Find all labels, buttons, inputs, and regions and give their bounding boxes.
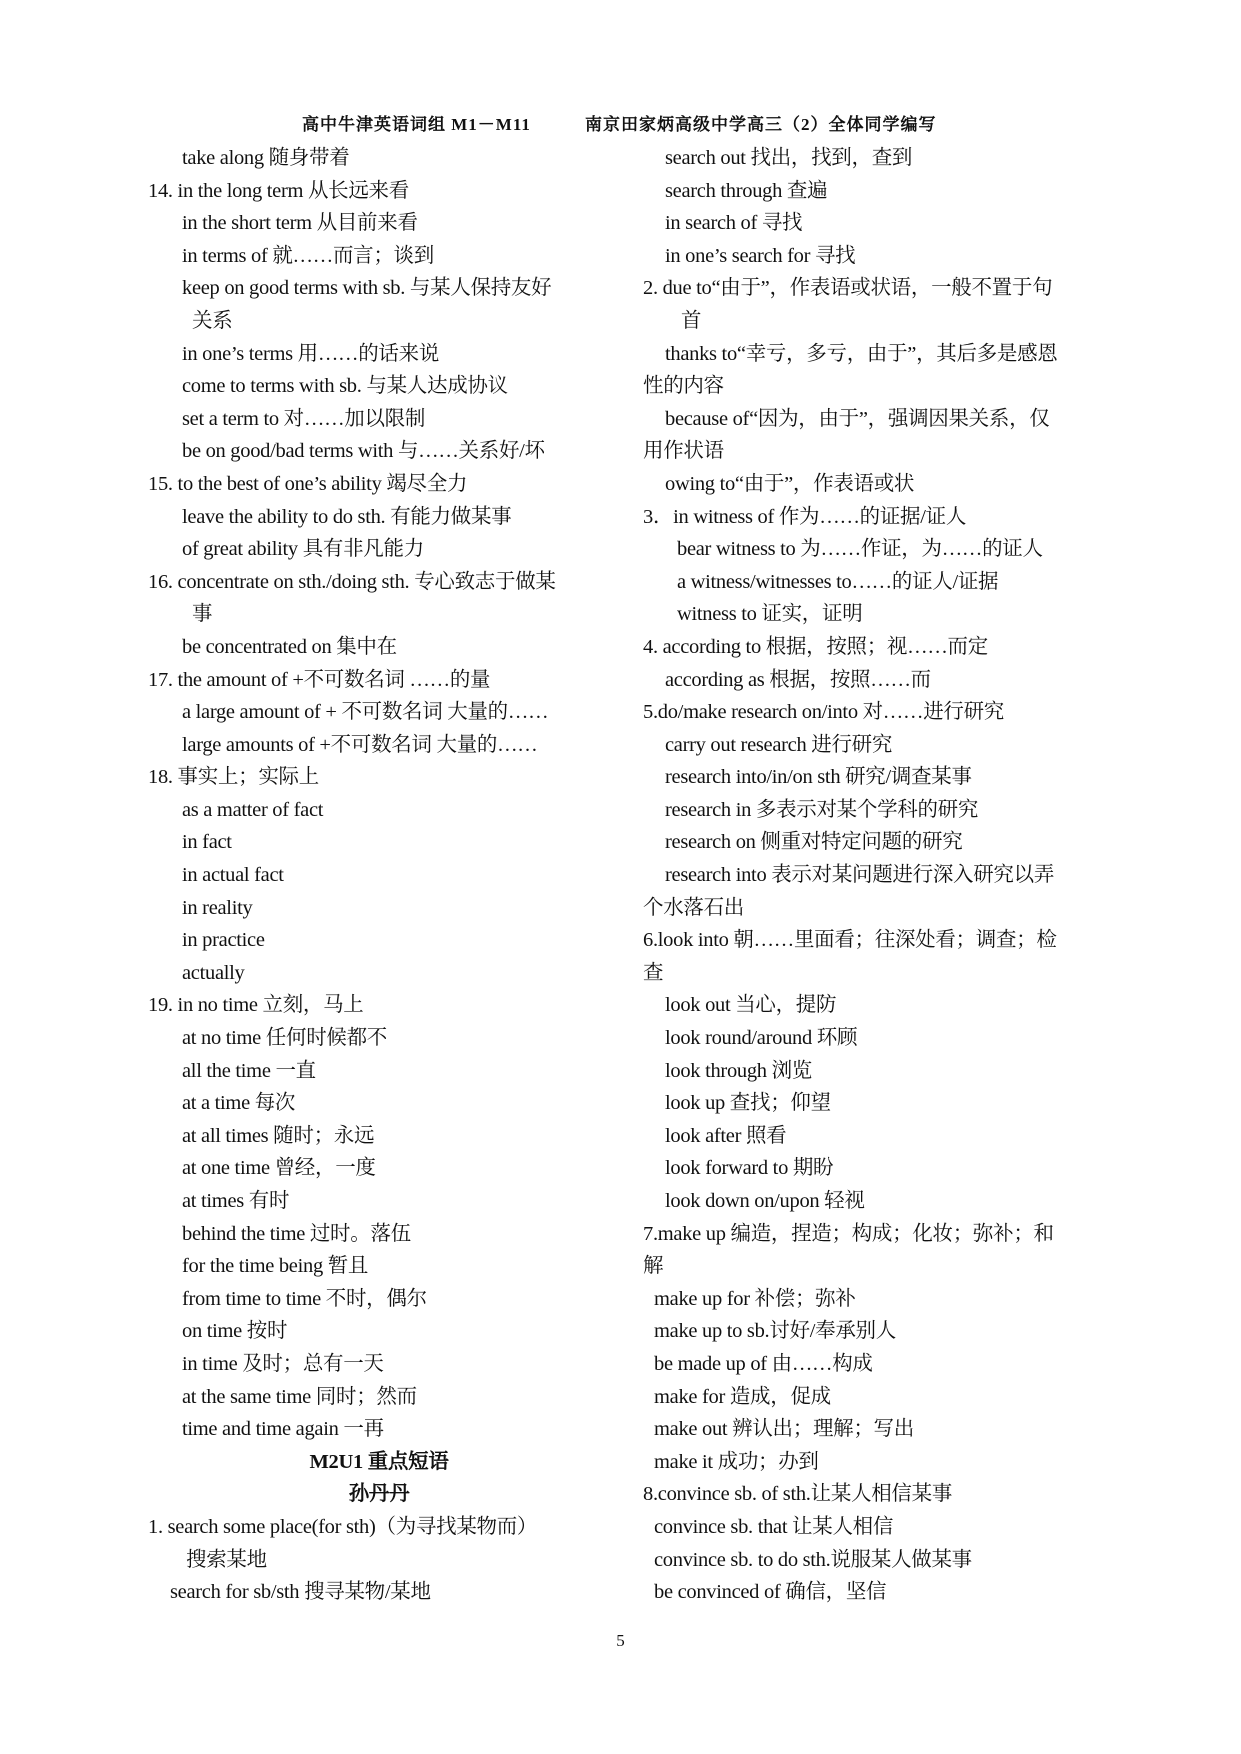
phrase-line: 16. concentrate on sth./doing sth. 专心致志于做某 <box>148 570 556 593</box>
phrase-line: in practice <box>182 929 265 952</box>
phrase-line: thanks to“幸亏，多亏，由于”，其后多是感恩 <box>665 342 1058 365</box>
phrase-line: in actual fact <box>182 864 284 887</box>
phrase-line: witness to 证实，证明 <box>677 603 863 626</box>
phrase-line: 查 <box>643 961 664 984</box>
left-column <box>148 142 610 1609</box>
phrase-line: in time 及时；总有一天 <box>182 1352 384 1375</box>
phrase-line: of great ability 具有非凡能力 <box>182 538 424 561</box>
phrase-line: look out 当心，提防 <box>665 994 837 1017</box>
phrase-line: look forward to 期盼 <box>665 1157 834 1180</box>
phrase-line: 性的内容 <box>643 375 724 398</box>
phrase-line: at times 有时 <box>182 1190 290 1212</box>
header-book-title: 高中牛津英语词组 M1－M11 <box>302 115 531 134</box>
phrase-line: 5.do/make research on/into 对……进行研究 <box>643 701 1005 724</box>
phrase-line: search through 查遍 <box>665 179 828 202</box>
phrase-line: 15. to the best of one’s ability 竭尽全力 <box>148 472 468 495</box>
phrase-line: because of“因为，由于”，强调因果关系，仅 <box>665 407 1050 430</box>
phrase-line: carry out research 进行研究 <box>665 733 893 756</box>
phrase-line: in fact <box>182 831 232 854</box>
phrase-line: at one time 曾经，一度 <box>182 1157 376 1180</box>
phrase-line: make for 造成，促成 <box>654 1385 831 1408</box>
phrase-line: in terms of 就……而言；谈到 <box>182 244 434 267</box>
phrase-line: 用作状语 <box>643 440 724 463</box>
phrase-line: for the time being 暂且 <box>182 1255 369 1278</box>
phrase-line: in one’s terms 用……的话来说 <box>182 342 440 365</box>
phrase-line: in search of 寻找 <box>665 212 803 235</box>
phrase-line: bear witness to 为……作证，为……的证人 <box>677 538 1043 561</box>
phrase-line: 14. in the long term 从长远来看 <box>148 179 409 202</box>
phrase-line: 4. according to 根据，按照；视……而定 <box>643 635 988 658</box>
phrase-line: owing to“由于”，作表语或状 <box>665 472 915 495</box>
phrase-line: 解 <box>643 1255 664 1278</box>
phrase-line: look through 浏览 <box>665 1059 812 1082</box>
phrase-line: as a matter of fact <box>182 798 324 821</box>
phrase-line: behind the time 过时。落伍 <box>182 1222 411 1245</box>
phrase-line: make up to sb.讨好/奉承别人 <box>654 1320 896 1343</box>
phrase-line: at the same time 同时；然而 <box>182 1385 417 1408</box>
phrase-line: be made up of 由……构成 <box>654 1352 873 1375</box>
phrase-line: be on good/bad terms with 与……关系好/坏 <box>182 440 545 463</box>
phrase-line: make out 辨认出；理解；写出 <box>654 1418 914 1441</box>
phrase-line: M2U1 重点短语 <box>309 1450 449 1473</box>
phrase-line: 搜索某地 <box>186 1548 267 1571</box>
header-school-credit: 南京田家炳高级中学高三（2）全体同学编写 <box>585 115 937 134</box>
page-header <box>0 110 1241 138</box>
phrase-line: keep on good terms with sb. 与某人保持友好 <box>182 277 552 300</box>
phrase-line: research into 表示对某问题进行深入研究以弄 <box>665 864 1055 887</box>
phrase-line: 事 <box>192 603 213 626</box>
phrase-line: in one’s search for 寻找 <box>665 244 856 267</box>
phrase-line: 孙丹丹 <box>348 1483 410 1506</box>
phrase-line: 7.make up 编造，捏造；构成；化妆；弥补；和 <box>643 1222 1054 1245</box>
phrase-line: a witness/witnesses to……的证人/证据 <box>677 570 999 593</box>
phrase-line: search out 找出，找到，查到 <box>665 147 913 169</box>
phrase-line: 18. 事实上；实际上 <box>148 766 319 789</box>
phrase-line: research on 侧重对特定问题的研究 <box>665 831 963 854</box>
phrase-line: large amounts of +不可数名词 大量的…… <box>182 733 538 756</box>
phrase-line: look round/around 环顾 <box>665 1027 858 1050</box>
phrase-line: research into/in/on sth 研究/调查某事 <box>665 766 972 789</box>
phrase-line: in the short term 从目前来看 <box>182 212 418 235</box>
phrase-line: 2. due to“由于”，作表语或状语，一般不置于句 <box>643 277 1053 300</box>
phrase-line: actually <box>182 961 245 984</box>
phrase-line: convince sb. that 让某人相信 <box>654 1515 894 1538</box>
phrase-line: 19. in no time 立刻，马上 <box>148 994 364 1017</box>
phrase-line: make up for 补偿；弥补 <box>654 1287 856 1310</box>
phrase-line: 6.look into 朝……里面看；往深处看；调查；检 <box>643 929 1057 952</box>
phrase-line: time and time again 一再 <box>182 1418 384 1441</box>
phrase-line: convince sb. to do sth.说服某人做某事 <box>654 1548 972 1571</box>
phrase-line: 1. search some place(for sth)（为寻找某物而） <box>148 1515 538 1538</box>
phrase-line: be convinced of 确信，坚信 <box>654 1581 887 1604</box>
phrase-line: at a time 每次 <box>182 1092 296 1115</box>
phrase-line: 3．in witness of 作为……的证据/证人 <box>643 505 967 528</box>
phrase-line: on time 按时 <box>182 1320 288 1343</box>
phrase-line: look down on/upon 轻视 <box>665 1190 865 1212</box>
phrase-line: according as 根据，按照……而 <box>665 668 931 691</box>
phrase-line: all the time 一直 <box>182 1059 316 1082</box>
phrase-line: look after 照看 <box>665 1124 787 1147</box>
phrase-line: make it 成功；办到 <box>654 1450 819 1473</box>
phrase-line: from time to time 不时，偶尔 <box>182 1287 427 1310</box>
page-number: 5 <box>616 1631 625 1650</box>
phrase-line: leave the ability to do sth. 有能力做某事 <box>182 505 512 528</box>
right-column <box>643 142 1103 1609</box>
phrase-line: 关系 <box>192 309 233 332</box>
phrase-line: 8.convince sb. of sth.让某人相信某事 <box>643 1483 953 1506</box>
phrase-line: search for sb/sth 搜寻某物/某地 <box>170 1581 431 1604</box>
phrase-line: be concentrated on 集中在 <box>182 635 397 658</box>
phrase-line: 17. the amount of +不可数名词 ……的量 <box>148 668 491 691</box>
phrase-line: at no time 任何时候都不 <box>182 1027 388 1050</box>
phrase-line: 首 <box>681 309 702 332</box>
phrase-line: a large amount of + 不可数名词 大量的…… <box>182 701 549 724</box>
phrase-line: at all times 随时；永远 <box>182 1124 375 1147</box>
phrase-line: look up 查找；仰望 <box>665 1092 831 1115</box>
phrase-line: research in 多表示对某个学科的研究 <box>665 798 979 821</box>
phrase-line: in reality <box>182 896 253 919</box>
phrase-line: 个水落石出 <box>643 896 744 919</box>
phrase-line: take along 随身带着 <box>182 147 350 169</box>
phrase-line: come to terms with sb. 与某人达成协议 <box>182 375 508 398</box>
phrase-line: set a term to 对……加以限制 <box>182 407 426 430</box>
